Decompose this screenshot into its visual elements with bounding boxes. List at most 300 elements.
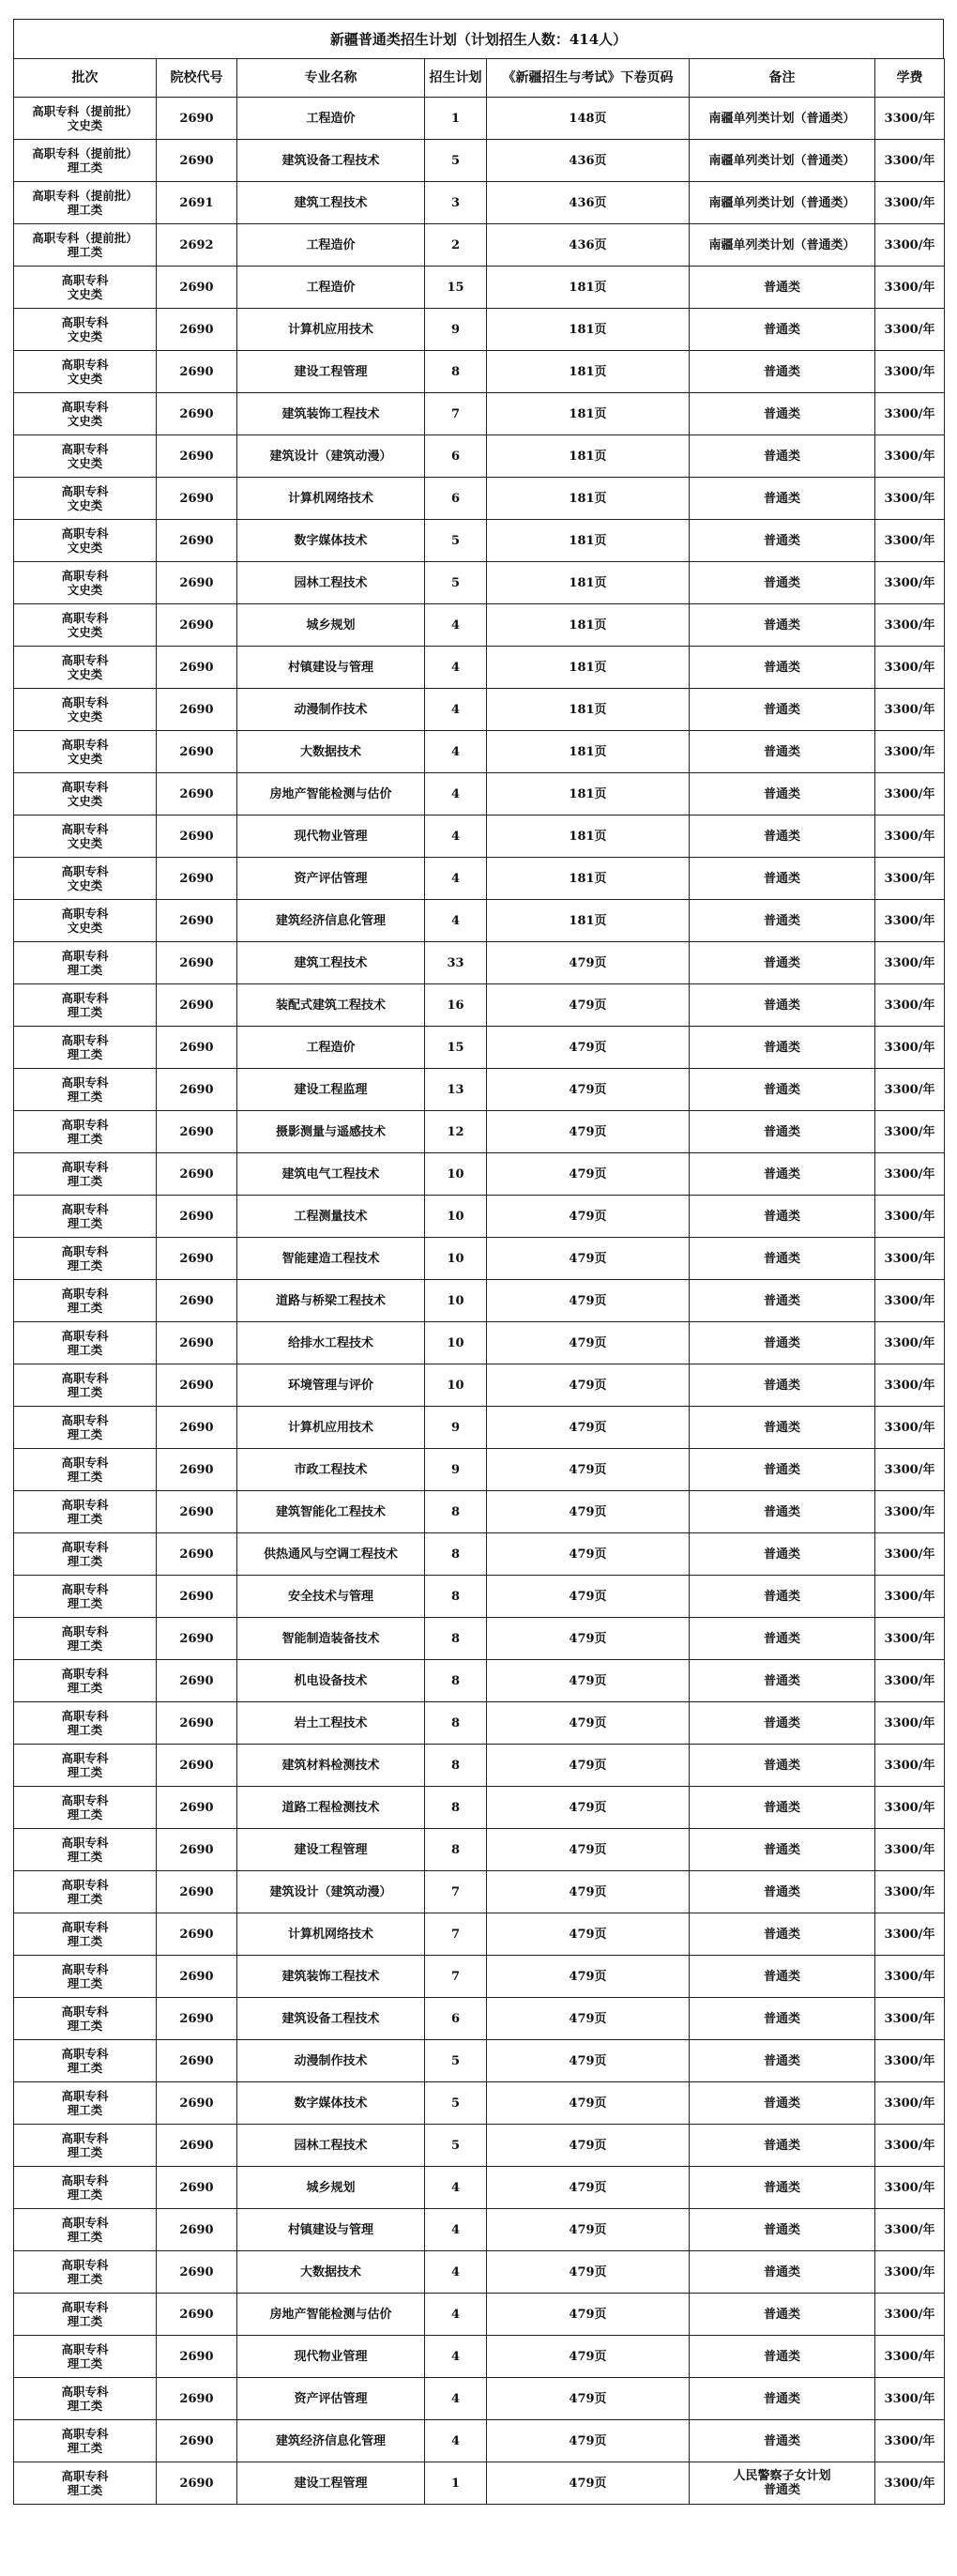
cell-plan: 4 [425,2420,487,2462]
batch-line: 高职专科 [61,1371,109,1385]
cell-code: 2690 [157,2082,237,2125]
batch-line: 高职专科 [61,1202,109,1216]
table-row [14,1576,945,1618]
batch-line: 高职专科 [61,2216,109,2230]
cell-page: 479页 [487,1871,690,1913]
cell-fee: 3300/年 [875,1364,945,1407]
cell-code: 2691 [157,182,237,224]
cell-major: 建筑智能化工程技术 [237,1491,425,1533]
cell-note: 普通类 [690,1533,875,1576]
cell-major: 工程造价 [237,1027,425,1069]
cell-page: 479页 [487,2378,690,2420]
cell-note: 普通类 [690,1829,875,1871]
cell-page: 436页 [487,182,690,224]
note-line: 人民警察子女计划 [733,2469,831,2483]
batch-line: 文史类 [67,583,103,597]
cell-plan: 7 [425,1956,487,1998]
cell-major: 环境管理与评价 [237,1364,425,1407]
cell-fee: 3300/年 [875,1449,945,1491]
batch-line: 理工类 [67,203,103,217]
cell-page: 181页 [487,393,690,435]
cell-page: 479页 [487,1702,690,1745]
cell-note [690,2462,875,2505]
batch-line: 理工类 [67,1512,103,1526]
cell-batch [14,1238,157,1280]
cell-note: 普通类 [690,1322,875,1364]
cell-batch [14,1913,157,1956]
batch-line: 理工类 [67,160,103,175]
cell-major: 供热通风与空调工程技术 [237,1533,425,1576]
batch-line: 理工类 [67,1892,103,1906]
cell-fee: 3300/年 [875,731,945,773]
cell-batch [14,858,157,900]
cell-code: 2690 [157,2167,237,2209]
cell-batch [14,1998,157,2040]
cell-code: 2690 [157,1196,237,1238]
cell-fee: 3300/年 [875,2336,945,2378]
batch-line: 理工类 [67,1216,103,1230]
cell-page: 479页 [487,1027,690,1069]
batch-line: 文史类 [67,456,103,470]
cell-fee: 3300/年 [875,1238,945,1280]
cell-page: 181页 [487,562,690,604]
note-line: 普通类 [763,2483,800,2497]
cell-note: 普通类 [690,2167,875,2209]
cell-code: 2690 [157,900,237,942]
table-row [14,1829,945,1871]
cell-note: 普通类 [690,309,875,351]
batch-line: 高职专科 [61,1962,109,1976]
table-row [14,478,945,520]
cell-code: 2690 [157,1787,237,1829]
cell-plan: 33 [425,942,487,984]
table-body [14,98,945,2505]
header-major: 专业名称 [237,59,425,98]
batch-line: 高职专科 [61,1160,109,1174]
cell-batch [14,2082,157,2125]
cell-page: 479页 [487,1660,690,1702]
cell-plan: 4 [425,604,487,647]
cell-plan: 8 [425,1829,487,1871]
cell-batch [14,267,157,309]
cell-major: 建筑经济信息化管理 [237,900,425,942]
table-row [14,2294,945,2336]
batch-line: 文史类 [67,414,103,428]
table-row [14,2420,945,2462]
table-row [14,2209,945,2251]
cell-note: 普通类 [690,2420,875,2462]
batch-line: 理工类 [67,2399,103,2413]
batch-line: 理工类 [67,2483,103,2497]
batch-line: 理工类 [67,1765,103,1779]
header-fee: 学费 [875,59,945,98]
cell-note: 普通类 [690,900,875,942]
cell-fee: 3300/年 [875,2378,945,2420]
cell-code: 2690 [157,140,237,182]
cell-plan: 4 [425,900,487,942]
cell-fee: 3300/年 [875,773,945,815]
table-row [14,2082,945,2125]
cell-plan: 6 [425,1998,487,2040]
cell-plan: 8 [425,1618,487,1660]
table-row [14,900,945,942]
cell-code: 2690 [157,1829,237,1871]
cell-code: 2690 [157,2336,237,2378]
cell-major: 建筑工程技术 [237,942,425,984]
cell-plan: 13 [425,1069,487,1111]
cell-code: 2690 [157,773,237,815]
cell-fee: 3300/年 [875,1576,945,1618]
table-row [14,731,945,773]
cell-major: 智能制造装备技术 [237,1618,425,1660]
cell-code: 2690 [157,1407,237,1449]
cell-page: 479页 [487,2125,690,2167]
cell-plan: 5 [425,2082,487,2125]
cell-fee: 3300/年 [875,1745,945,1787]
cell-fee: 3300/年 [875,182,945,224]
cell-code: 2690 [157,815,237,858]
cell-batch [14,1702,157,1745]
cell-plan: 10 [425,1280,487,1322]
cell-note: 普通类 [690,815,875,858]
cell-code: 2690 [157,267,237,309]
cell-code: 2690 [157,1322,237,1364]
batch-line: 理工类 [67,2230,103,2244]
cell-fee: 3300/年 [875,1322,945,1364]
batch-line: 理工类 [67,1343,103,1357]
cell-page: 479页 [487,2209,690,2251]
cell-code: 2690 [157,2040,237,2082]
cell-note: 普通类 [690,604,875,647]
cell-plan: 5 [425,2125,487,2167]
cell-batch [14,182,157,224]
batch-line: 文史类 [67,667,103,681]
cell-major: 资产评估管理 [237,2378,425,2420]
cell-fee: 3300/年 [875,1829,945,1871]
enrollment-plan-sheet [13,19,944,2562]
cell-batch [14,1407,157,1449]
cell-note: 普通类 [690,478,875,520]
cell-note: 普通类 [690,1238,875,1280]
table-row [14,435,945,478]
cell-plan: 5 [425,520,487,562]
cell-code: 2690 [157,478,237,520]
table-row [14,2336,945,2378]
cell-batch [14,562,157,604]
batch-line: 理工类 [67,2061,103,2075]
table-row [14,1533,945,1576]
cell-plan: 9 [425,1407,487,1449]
table-row [14,1787,945,1829]
cell-batch [14,351,157,393]
header-row [14,59,945,98]
cell-batch [14,2294,157,2336]
batch-line: 文史类 [67,878,103,892]
cell-batch [14,2125,157,2167]
cell-note: 普通类 [690,689,875,731]
cell-batch [14,2167,157,2209]
table-row [14,647,945,689]
cell-code: 2690 [157,2462,237,2505]
batch-line: 高职专科 [61,2004,109,2019]
cell-plan: 4 [425,2209,487,2251]
cell-major: 计算机应用技术 [237,1407,425,1449]
cell-code: 2690 [157,1069,237,1111]
batch-line: 高职专科 [61,2300,109,2314]
cell-batch [14,1956,157,1998]
cell-fee: 3300/年 [875,1111,945,1153]
batch-line: 高职专科 [61,1582,109,1596]
cell-batch [14,1027,157,1069]
cell-note: 普通类 [690,1280,875,1322]
cell-page: 479页 [487,1576,690,1618]
table-row [14,773,945,815]
cell-plan: 4 [425,2251,487,2294]
cell-plan: 8 [425,1702,487,1745]
cell-note: 普通类 [690,2251,875,2294]
cell-fee: 3300/年 [875,1153,945,1196]
cell-note: 普通类 [690,1660,875,1702]
table-row [14,562,945,604]
table-row [14,520,945,562]
cell-plan: 4 [425,2167,487,2209]
cell-note: 南疆单列类计划（普通类） [690,140,875,182]
batch-line: 高职专科 [61,1751,109,1765]
batch-line: 理工类 [67,2145,103,2159]
cell-major: 数字媒体技术 [237,520,425,562]
cell-fee: 3300/年 [875,647,945,689]
cell-note: 普通类 [690,647,875,689]
batch-line: 理工类 [67,1807,103,1821]
cell-batch [14,1111,157,1153]
cell-batch [14,520,157,562]
cell-batch [14,2378,157,2420]
cell-page: 479页 [487,1745,690,1787]
cell-major: 建筑设备工程技术 [237,140,425,182]
cell-code: 2690 [157,858,237,900]
cell-code: 2690 [157,393,237,435]
cell-page: 181页 [487,604,690,647]
cell-major: 房地产智能检测与估价 [237,2294,425,2336]
batch-line: 理工类 [67,1934,103,1948]
cell-page: 479页 [487,1491,690,1533]
cell-page: 181页 [487,478,690,520]
cell-plan: 6 [425,478,487,520]
cell-page: 479页 [487,1787,690,1829]
cell-note: 普通类 [690,1111,875,1153]
cell-page: 181页 [487,731,690,773]
cell-major: 城乡规划 [237,2167,425,2209]
table-row [14,1196,945,1238]
cell-batch [14,1745,157,1787]
cell-code: 2690 [157,309,237,351]
cell-page: 479页 [487,1998,690,2040]
batch-line: 文史类 [67,372,103,386]
table-row [14,942,945,984]
cell-fee: 3300/年 [875,1787,945,1829]
cell-page: 181页 [487,647,690,689]
cell-page: 181页 [487,435,690,478]
cell-fee: 3300/年 [875,1533,945,1576]
cell-plan: 4 [425,647,487,689]
batch-line: 高职专科 [61,358,109,372]
cell-note: 普通类 [690,1364,875,1407]
table-row [14,267,945,309]
cell-note: 普通类 [690,1702,875,1745]
cell-fee: 3300/年 [875,1280,945,1322]
cell-note: 普通类 [690,393,875,435]
batch-line: 理工类 [67,2187,103,2202]
table-row [14,2462,945,2505]
cell-code: 2690 [157,647,237,689]
cell-note: 普通类 [690,2336,875,2378]
batch-line: 高职专科 [61,1920,109,1934]
cell-note: 普通类 [690,267,875,309]
cell-code: 2690 [157,2251,237,2294]
cell-major: 现代物业管理 [237,815,425,858]
cell-major: 城乡规划 [237,604,425,647]
cell-code: 2690 [157,1998,237,2040]
cell-plan: 4 [425,689,487,731]
cell-page: 479页 [487,1449,690,1491]
cell-note: 普通类 [690,858,875,900]
cell-fee: 3300/年 [875,2040,945,2082]
batch-line: 理工类 [67,1174,103,1188]
cell-code: 2690 [157,604,237,647]
cell-page: 479页 [487,1407,690,1449]
batch-line: 高职专科 [61,2089,109,2103]
cell-major: 数字媒体技术 [237,2082,425,2125]
cell-major: 资产评估管理 [237,858,425,900]
table-row [14,182,945,224]
cell-batch [14,1491,157,1533]
table-row [14,1491,945,1533]
batch-line: 高职专科 [61,2385,109,2399]
table-row [14,1449,945,1491]
cell-plan: 6 [425,435,487,478]
cell-fee: 3300/年 [875,309,945,351]
cell-batch [14,1364,157,1407]
cell-major: 安全技术与管理 [237,1576,425,1618]
table-row [14,1956,945,1998]
batch-line: 高职专科 [61,400,109,414]
cell-major: 建筑工程技术 [237,182,425,224]
cell-code: 2690 [157,351,237,393]
batch-line: 理工类 [67,963,103,977]
cell-fee: 3300/年 [875,942,945,984]
cell-fee: 3300/年 [875,1956,945,1998]
batch-line: 高职专科 [61,1540,109,1554]
batch-line: 高职专科 [61,1075,109,1090]
batch-line: 高职专科 [61,569,109,583]
cell-major: 建设工程监理 [237,1069,425,1111]
cell-batch [14,647,157,689]
table-row [14,1153,945,1196]
cell-fee: 3300/年 [875,2420,945,2462]
header-school-code: 院校代号 [157,59,237,98]
cell-page: 479页 [487,2294,690,2336]
batch-line: 高职专科 [61,780,109,794]
cell-fee: 3300/年 [875,900,945,942]
cell-page: 479页 [487,1364,690,1407]
cell-fee: 3300/年 [875,1407,945,1449]
cell-plan: 4 [425,815,487,858]
cell-major: 建筑装饰工程技术 [237,393,425,435]
cell-plan: 4 [425,731,487,773]
cell-major: 动漫制作技术 [237,689,425,731]
cell-batch [14,1660,157,1702]
table-row [14,140,945,182]
cell-batch [14,815,157,858]
cell-plan: 5 [425,140,487,182]
cell-code: 2690 [157,520,237,562]
cell-code: 2690 [157,1913,237,1956]
batch-line: 文史类 [67,287,103,301]
cell-fee: 3300/年 [875,1027,945,1069]
table-row [14,1238,945,1280]
table-row [14,1660,945,1702]
cell-batch [14,2251,157,2294]
cell-batch [14,2209,157,2251]
cell-page: 181页 [487,520,690,562]
batch-line: 高职专科 [61,1456,109,1470]
cell-page: 479页 [487,1238,690,1280]
cell-page: 181页 [487,773,690,815]
cell-code: 2690 [157,1618,237,1660]
cell-note: 普通类 [690,520,875,562]
cell-plan: 9 [425,1449,487,1491]
cell-fee: 3300/年 [875,1491,945,1533]
batch-line: 理工类 [67,1470,103,1484]
cell-plan: 16 [425,984,487,1027]
cell-note: 普通类 [690,1787,875,1829]
cell-batch [14,604,157,647]
cell-page: 479页 [487,2040,690,2082]
cell-plan: 15 [425,1027,487,1069]
cell-batch [14,984,157,1027]
cell-note: 普通类 [690,435,875,478]
cell-fee: 3300/年 [875,351,945,393]
table-row [14,1702,945,1745]
batch-line: 高职专科 [61,991,109,1005]
cell-code: 2690 [157,2378,237,2420]
cell-major: 动漫制作技术 [237,2040,425,2082]
cell-note: 普通类 [690,1871,875,1913]
cell-plan: 7 [425,1913,487,1956]
cell-fee: 3300/年 [875,1913,945,1956]
batch-line: 理工类 [67,2103,103,2117]
batch-line: 高职专科 [61,484,109,498]
cell-plan: 4 [425,2294,487,2336]
batch-line: 高职专科 [61,611,109,625]
table-row [14,689,945,731]
cell-note: 普通类 [690,1027,875,1069]
cell-fee: 3300/年 [875,2082,945,2125]
table-row [14,351,945,393]
cell-major: 工程造价 [237,98,425,140]
cell-code: 2690 [157,2294,237,2336]
cell-major: 园林工程技术 [237,2125,425,2167]
cell-page: 181页 [487,815,690,858]
batch-line: 理工类 [67,1005,103,1019]
batch-line: 理工类 [67,1090,103,1104]
cell-code: 2690 [157,1702,237,1745]
cell-plan: 4 [425,858,487,900]
table-row [14,1998,945,2040]
cell-major: 建设工程管理 [237,1829,425,1871]
cell-batch [14,731,157,773]
cell-code: 2690 [157,1153,237,1196]
